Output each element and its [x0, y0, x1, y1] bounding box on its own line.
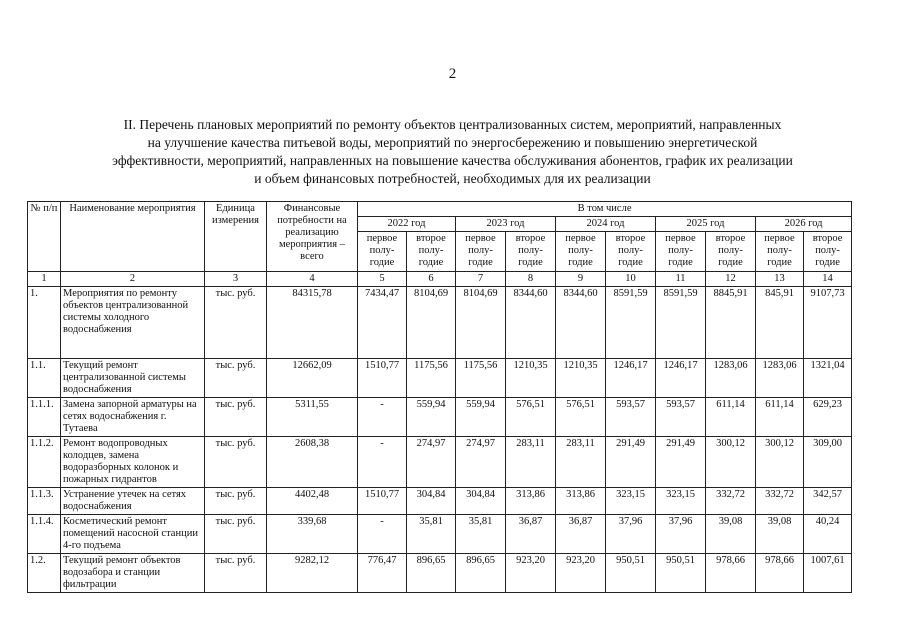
row-value: 332,72 — [706, 488, 756, 515]
row-value: 304,84 — [456, 488, 506, 515]
row-value: 776,47 — [358, 554, 407, 593]
row-value: 342,57 — [804, 488, 852, 515]
table-row — [28, 488, 852, 515]
row-value: 323,15 — [606, 488, 656, 515]
row-total: 9282,12 — [267, 554, 358, 593]
row-name: Ремонт водопроводных колодцев, замена водоразборных колонок и пожарных гидрантов — [61, 437, 205, 488]
row-value: 35,81 — [407, 515, 456, 554]
row-value: 611,14 — [756, 398, 804, 437]
row-total: 339,68 — [267, 515, 358, 554]
header-half-second: второе полу-годие — [407, 232, 456, 272]
row-value: 274,97 — [456, 437, 506, 488]
title-line: и объем финансовых потребностей, необходимых для их реализации — [254, 171, 651, 186]
row-value: 845,91 — [756, 287, 804, 359]
column-index-row — [28, 272, 852, 287]
row-value: 1210,35 — [556, 359, 606, 398]
row-total: 4402,48 — [267, 488, 358, 515]
row-value: 923,20 — [506, 554, 556, 593]
row-unit: тыс. руб. — [205, 287, 267, 359]
column-index-cell: 5 — [358, 272, 407, 287]
row-number: 1.2. — [28, 554, 61, 593]
row-value: 1210,35 — [506, 359, 556, 398]
column-index-cell: 4 — [267, 272, 358, 287]
row-value: 611,14 — [706, 398, 756, 437]
row-name: Текущий ремонт объектов водозабора и станции фильтрации — [61, 554, 205, 593]
row-unit: тыс. руб. — [205, 398, 267, 437]
table-row — [28, 359, 852, 398]
row-value: 978,66 — [756, 554, 804, 593]
row-value: 1321,04 — [804, 359, 852, 398]
header-half-second: второе полу-годие — [606, 232, 656, 272]
header-year: 2022 год — [358, 217, 456, 232]
row-value: 629,23 — [804, 398, 852, 437]
row-value: 37,96 — [606, 515, 656, 554]
table-row — [28, 554, 852, 593]
header-half-first: первое полу-годие — [756, 232, 804, 272]
row-value: 978,66 — [706, 554, 756, 593]
table-row — [28, 515, 852, 554]
header-year: 2025 год — [656, 217, 756, 232]
column-index-cell: 11 — [656, 272, 706, 287]
row-value: 8591,59 — [606, 287, 656, 359]
row-name: Текущий ремонт централизованной системы водоснабжения — [61, 359, 205, 398]
row-value: 9107,73 — [804, 287, 852, 359]
row-value: 559,94 — [456, 398, 506, 437]
row-value: 283,11 — [556, 437, 606, 488]
row-value: 1175,56 — [407, 359, 456, 398]
row-value: 35,81 — [456, 515, 506, 554]
header-name: Наименование мероприятия — [61, 202, 205, 272]
row-value: 1246,17 — [656, 359, 706, 398]
row-value: 576,51 — [556, 398, 606, 437]
row-value: 1510,77 — [358, 488, 407, 515]
header-including: В том числе — [358, 202, 852, 217]
row-name: Устранение утечек на сетях водоснабжения — [61, 488, 205, 515]
row-value: 8344,60 — [506, 287, 556, 359]
page-number: 2 — [448, 66, 457, 82]
column-index-cell: 12 — [706, 272, 756, 287]
row-value: 1246,17 — [606, 359, 656, 398]
header-year: 2024 год — [556, 217, 656, 232]
row-unit: тыс. руб. — [205, 359, 267, 398]
row-value: 1175,56 — [456, 359, 506, 398]
header-half-second: второе полу-годие — [506, 232, 556, 272]
header-unit: Единица измерения — [205, 202, 267, 272]
row-value: 8104,69 — [456, 287, 506, 359]
row-value: 8845,91 — [706, 287, 756, 359]
row-value: 950,51 — [606, 554, 656, 593]
column-index-cell: 9 — [556, 272, 606, 287]
header-num: № п/п — [28, 202, 61, 272]
table-row — [28, 437, 852, 488]
row-name: Замена запорной арматуры на сетях водоснабжения г. Тутаева — [61, 398, 205, 437]
column-index-cell: 2 — [61, 272, 205, 287]
row-value: 593,57 — [606, 398, 656, 437]
column-index-cell: 6 — [407, 272, 456, 287]
row-value: 313,86 — [506, 488, 556, 515]
row-number: 1.1.3. — [28, 488, 61, 515]
row-value: 8591,59 — [656, 287, 706, 359]
row-unit: тыс. руб. — [205, 488, 267, 515]
header-year: 2026 год — [756, 217, 852, 232]
row-value: 274,97 — [407, 437, 456, 488]
row-value: 304,84 — [407, 488, 456, 515]
row-total: 84315,78 — [267, 287, 358, 359]
column-index-cell: 14 — [804, 272, 852, 287]
header-half-second: второе полу-годие — [706, 232, 756, 272]
table-row — [28, 287, 852, 359]
header-half-first: первое полу-годие — [358, 232, 407, 272]
title-line: на улучшение качества питьевой воды, мероприятий по энергосбережению и повышению энергетической — [147, 135, 758, 150]
row-value: 7434,47 — [358, 287, 407, 359]
column-index-cell: 7 — [456, 272, 506, 287]
row-value: 559,94 — [407, 398, 456, 437]
row-number: 1.1.2. — [28, 437, 61, 488]
row-value: 332,72 — [756, 488, 804, 515]
header-total: Финансовые потребности на реализацию мероприятия – всего — [267, 202, 358, 272]
column-index-cell: 13 — [756, 272, 804, 287]
row-value: 8344,60 — [556, 287, 606, 359]
column-index-cell: 1 — [28, 272, 61, 287]
row-value: 291,49 — [656, 437, 706, 488]
row-value: 1510,77 — [358, 359, 407, 398]
plan-table — [27, 201, 852, 593]
row-value: 896,65 — [407, 554, 456, 593]
row-total: 12662,09 — [267, 359, 358, 398]
row-value: 300,12 — [706, 437, 756, 488]
row-name: Косметический ремонт помещений насосной станции 4-го подъема — [61, 515, 205, 554]
row-unit: тыс. руб. — [205, 554, 267, 593]
row-value: 576,51 — [506, 398, 556, 437]
header-half-first: первое полу-годие — [456, 232, 506, 272]
row-total: 2608,38 — [267, 437, 358, 488]
header-half-first: первое полу-годие — [656, 232, 706, 272]
row-value: 283,11 — [506, 437, 556, 488]
row-value: - — [358, 398, 407, 437]
header-year: 2023 год — [456, 217, 556, 232]
row-number: 1.1.1. — [28, 398, 61, 437]
row-value: 593,57 — [656, 398, 706, 437]
row-value: 313,86 — [556, 488, 606, 515]
row-value: 1007,61 — [804, 554, 852, 593]
row-value: 36,87 — [506, 515, 556, 554]
row-value: 8104,69 — [407, 287, 456, 359]
title-line: II. Перечень плановых мероприятий по ремонту объектов централизованных систем, мероприятий, направленных — [123, 117, 782, 132]
document-title — [60, 116, 845, 188]
row-number: 1.1. — [28, 359, 61, 398]
row-unit: тыс. руб. — [205, 515, 267, 554]
row-value: 36,87 — [556, 515, 606, 554]
row-value: 40,24 — [804, 515, 852, 554]
title-line: эффективности, мероприятий, направленных на повышение качества обслуживания абонентов, график их реализации — [112, 153, 793, 168]
row-name: Мероприятия по ремонту объектов централизованной системы холодного водоснабжения — [61, 287, 205, 359]
row-value: 1283,06 — [706, 359, 756, 398]
row-value: 923,20 — [556, 554, 606, 593]
row-value: 39,08 — [706, 515, 756, 554]
table-row — [28, 398, 852, 437]
row-value: 323,15 — [656, 488, 706, 515]
row-value: 39,08 — [756, 515, 804, 554]
row-number: 1. — [28, 287, 61, 359]
header-half-first: первое полу-годие — [556, 232, 606, 272]
row-value: 309,00 — [804, 437, 852, 488]
row-value: 950,51 — [656, 554, 706, 593]
row-total: 5311,55 — [267, 398, 358, 437]
row-value: 37,96 — [656, 515, 706, 554]
row-value: 300,12 — [756, 437, 804, 488]
row-unit: тыс. руб. — [205, 437, 267, 488]
header-half-second: второе полу-годие — [804, 232, 852, 272]
column-index-cell: 3 — [205, 272, 267, 287]
column-index-cell: 8 — [506, 272, 556, 287]
row-value: - — [358, 515, 407, 554]
row-value: - — [358, 437, 407, 488]
row-value: 291,49 — [606, 437, 656, 488]
column-index-cell: 10 — [606, 272, 656, 287]
row-value: 1283,06 — [756, 359, 804, 398]
row-number: 1.1.4. — [28, 515, 61, 554]
row-value: 896,65 — [456, 554, 506, 593]
